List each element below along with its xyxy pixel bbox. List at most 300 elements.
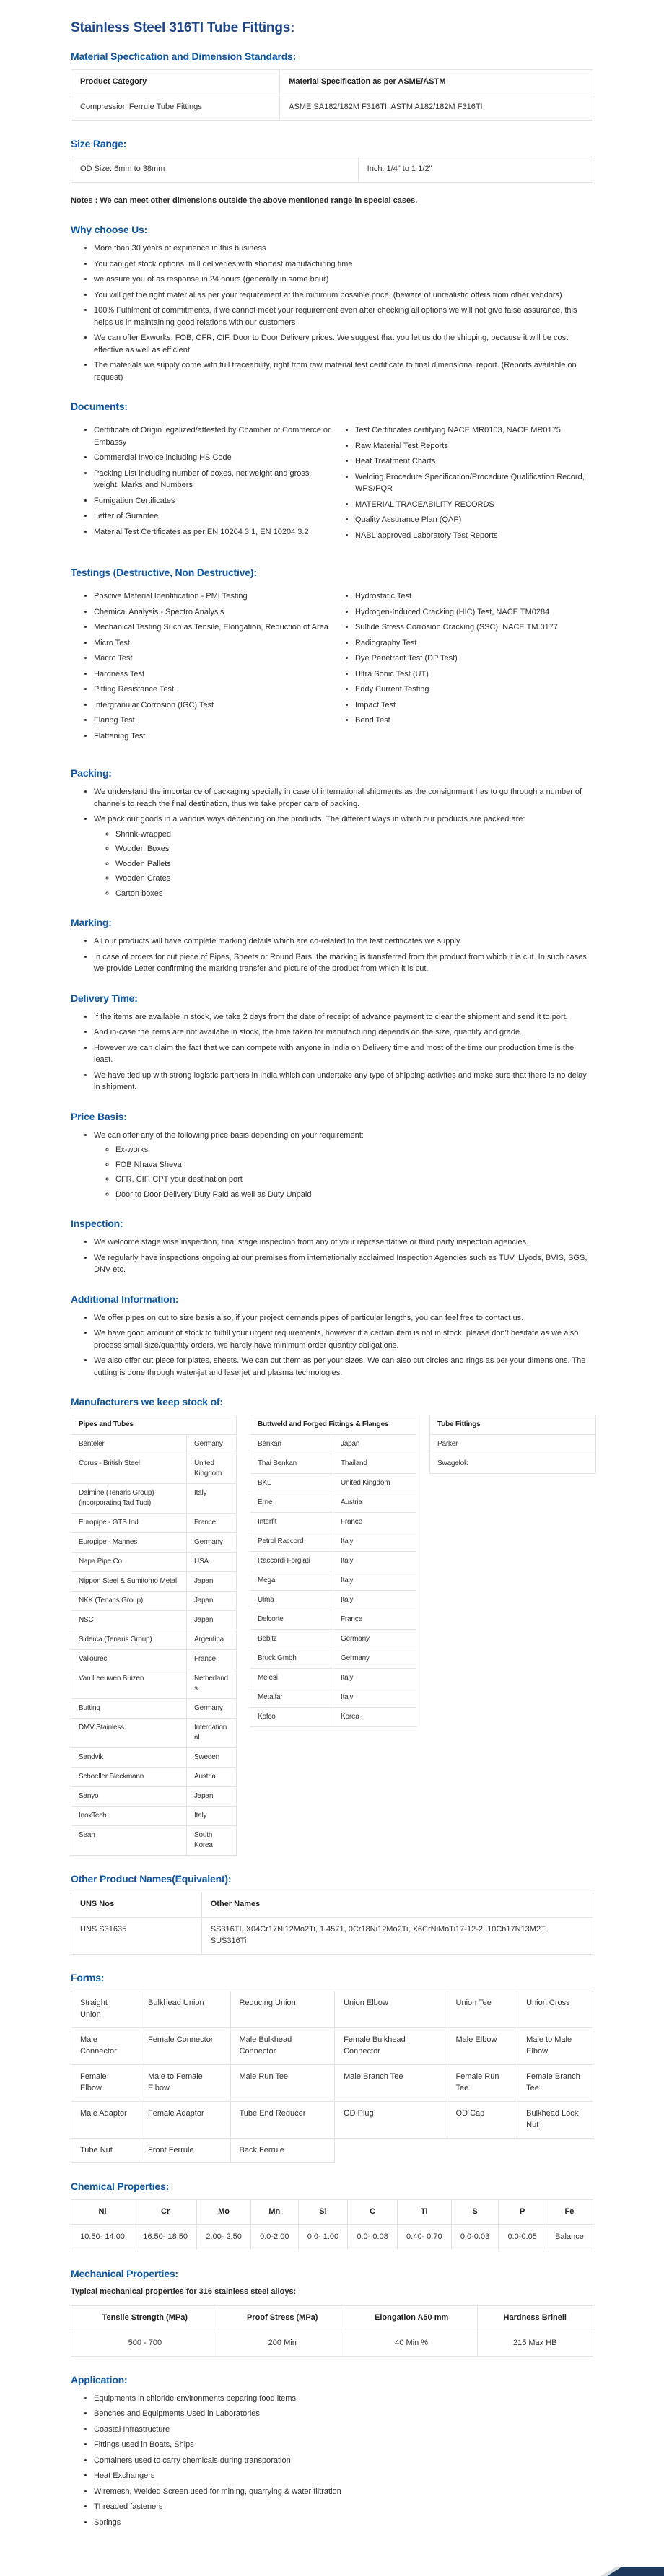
- list-item: • 100% Fulfilment of commitments, if we cannot meet your requirement even after checking all options we will not give false assurance, this helps us in maintaining good relations with our customers: [94, 305, 593, 328]
- table-cell: Proof Stress (MPa): [219, 2305, 346, 2331]
- table-cell: Product Category: [71, 70, 280, 95]
- table-row: [71, 1630, 237, 1650]
- table-cell: Cr: [134, 2200, 197, 2225]
- table-row: [71, 2064, 593, 2101]
- marking-list: [71, 935, 593, 975]
- section-heading-additional-info: Additional Information:: [71, 1293, 179, 1305]
- table-header-row: [71, 1415, 237, 1435]
- buttweld-forged-table: [250, 1415, 416, 1727]
- mechanical-note: Typical mechanical properties for 316 stainless steel alloys:: [71, 2287, 297, 2297]
- table-cell: Reducing Union: [230, 1991, 335, 2028]
- table-cell: Union Cross: [517, 1991, 593, 2028]
- table-cell: Benkan: [250, 1435, 333, 1454]
- inspection-list: [71, 1236, 593, 1276]
- table-row: [71, 2101, 593, 2138]
- table-title: Tube Fittings: [430, 1415, 596, 1435]
- table-cell: United Kingdom: [187, 1454, 237, 1484]
- table-cell: Raccordi Forgiati: [250, 1552, 333, 1571]
- testings-columns: [71, 585, 593, 750]
- sub-list-item: ◦ CFR, CIF, CPT your destination port: [115, 1174, 593, 1186]
- table-cell: Metalfar: [250, 1688, 333, 1708]
- mechanical-properties-table: [71, 2305, 593, 2357]
- table-cell: C: [348, 2200, 398, 2225]
- table-cell: Hardness Brinell: [477, 2305, 593, 2331]
- table-row: [71, 1611, 237, 1630]
- table-row: [250, 1571, 416, 1591]
- list-item: • We pack our goods in a various ways depending on the products. The different ways in which our products are packed are: ◦ Shrink-wrapped ◦ Wooden Boxes ◦ Wooden Pallets ◦ Wooden Crates ◦ Carton boxes: [94, 813, 593, 899]
- table-row: [71, 1454, 237, 1484]
- list-item: • Raw Material Test Reports: [355, 440, 593, 453]
- table-cell: Italy: [333, 1688, 416, 1708]
- table-cell: 2.00- 2.50: [197, 2225, 251, 2250]
- table-cell: 16.50- 18.50: [134, 2225, 197, 2250]
- table-cell: Japan: [187, 1787, 237, 1807]
- table-cell: Thailand: [333, 1454, 416, 1474]
- table-row: [71, 1719, 237, 1748]
- table-row: [71, 1592, 237, 1611]
- list-item: • We understand the importance of packaging specially in case of international shipments as the consignment has to go through a number of channels to reach the final destination, thus we take proper care of packing.: [94, 786, 593, 810]
- table-cell: Male Adaptor: [71, 2101, 139, 2138]
- table-cell: Italy: [333, 1571, 416, 1591]
- table-cell: Netherlands: [187, 1669, 237, 1699]
- table-cell: Corus - British Steel: [71, 1454, 187, 1484]
- section-heading-documents: Documents:: [71, 401, 128, 413]
- list-item: • Hydrogen-Induced Cracking (HIC) Test, NACE TM0284: [355, 606, 593, 619]
- list-item: • Equipments in chloride environments peparing food items: [94, 2393, 593, 2405]
- table-cell: Other Names: [201, 1892, 593, 1918]
- table-row: [250, 1708, 416, 1727]
- table-cell: USA: [187, 1553, 237, 1572]
- table-cell: France: [333, 1513, 416, 1532]
- section-heading-size-range: Size Range:: [71, 137, 127, 149]
- list-item: • Wiremesh, Welded Screen used for mining, quarrying & water filtration: [94, 2486, 593, 2498]
- table-cell: NKK (Tenaris Group): [71, 1592, 187, 1611]
- additional-info-list: [71, 1312, 593, 1379]
- table-cell: Sanyo: [71, 1787, 187, 1807]
- table-cell: France: [187, 1650, 237, 1669]
- section-heading-marking: Marking:: [71, 917, 112, 929]
- table-cell: Elongation A50 mm: [346, 2305, 477, 2331]
- section-heading-mechanical: Mechanical Properties:: [71, 2268, 178, 2280]
- list-item: • You will get the right material as per your requirement at the minimum possible price, (beware of unrealistic offers from other vendors): [94, 289, 593, 302]
- table-cell: Europipe - GTS Ind.: [71, 1514, 187, 1533]
- table-row: [71, 1669, 237, 1699]
- table-cell: Tube End Reducer: [230, 2101, 335, 2138]
- table-header-row: [71, 1892, 593, 1918]
- list-item: • NABL approved Laboratory Test Reports: [355, 530, 593, 542]
- table-row: [71, 1748, 237, 1768]
- list-item: • We regularly have inspections ongoing at our premises from internationally acclaimed Inspection Agencies such as TUV, Llyods, BVIS, SGS, DNV etc.: [94, 1252, 593, 1276]
- table-cell: Delcorte: [250, 1610, 333, 1630]
- list-item: • We can offer any of the following price basis depending on your requirement: ◦ Ex-works ◦ FOB Nhava Sheva ◦ CFR, CIF, CPT your destination port ◦ Door to Door Delivery Duty Paid as well as Duty Unpaid: [94, 1130, 593, 1201]
- table-row: [250, 1435, 416, 1454]
- table-cell: 215 Max HB: [477, 2331, 593, 2356]
- table-cell: 0.0- 0.08: [348, 2225, 398, 2250]
- list-item: • Threaded fasteners: [94, 2501, 593, 2513]
- sub-list-item: ◦ Door to Door Delivery Duty Paid as well as Duty Unpaid: [115, 1189, 593, 1201]
- table-cell: Female Branch Tee: [517, 2064, 593, 2101]
- list-item: • Positive Material Identification - PMI Testing: [94, 590, 332, 603]
- table-cell: Tensile Strength (MPa): [71, 2305, 219, 2331]
- other-names-table: [71, 1892, 593, 1955]
- table-title: Pipes and Tubes: [71, 1415, 237, 1435]
- table-cell: Melesi: [250, 1669, 333, 1688]
- table-cell: 10.50- 14.00: [71, 2225, 134, 2250]
- table-cell: 40 Min %: [346, 2331, 477, 2356]
- table-cell: Japan: [333, 1435, 416, 1454]
- list-item: • we assure you of as response in 24 hours (generally in same hour): [94, 274, 593, 286]
- testings-list-right: [332, 587, 593, 746]
- table-cell: Male to Male Elbow: [517, 2027, 593, 2064]
- table-cell: Back Ferrule: [230, 2138, 335, 2163]
- list-item: • We have tied up with strong logistic partners in India which can undertake any type of shipping activites and make sure that there is no delay in shipment.: [94, 1070, 593, 1093]
- table-row: [71, 2027, 593, 2064]
- list-item: • We offer pipes on cut to size basis also, if your project demands pipes of particular lengths, you can feel free to contact us.: [94, 1312, 593, 1324]
- table-row: [250, 1513, 416, 1532]
- table-row: [250, 1474, 416, 1493]
- table-cell: Germany: [187, 1435, 237, 1454]
- table-cell: Thai Benkan: [250, 1454, 333, 1474]
- list-item: • Macro Test: [94, 652, 332, 665]
- section-heading-delivery-time: Delivery Time:: [71, 992, 138, 1004]
- table-cell: Erne: [250, 1493, 333, 1513]
- list-item: • Flaring Test: [94, 715, 332, 727]
- table-cell: Italy: [333, 1669, 416, 1688]
- application-list: [71, 2393, 593, 2529]
- manufacturers-tables: [71, 1415, 593, 1856]
- table-cell: Union Tee: [447, 1991, 517, 2028]
- material-spec-table: [71, 69, 593, 121]
- size-range-table: [71, 157, 593, 183]
- table-cell: South Korea: [187, 1826, 237, 1856]
- table-cell: Germany: [333, 1649, 416, 1669]
- list-item: • Bend Test: [355, 715, 593, 727]
- table-cell: France: [187, 1514, 237, 1533]
- table-cell: Nippon Steel & Sumitomo Metal: [71, 1572, 187, 1592]
- list-item: • Quality Assurance Plan (QAP): [355, 514, 593, 526]
- table-cell: Seah: [71, 1826, 187, 1856]
- table-cell: S: [451, 2200, 499, 2225]
- table-cell: Italy: [333, 1591, 416, 1610]
- table-row: [71, 1650, 237, 1669]
- table-cell: BKL: [250, 1474, 333, 1493]
- table-row: [250, 1532, 416, 1552]
- table-cell: Bulkhead Union: [139, 1991, 230, 2028]
- table-cell: Italy: [187, 1484, 237, 1514]
- table-cell: Kofco: [250, 1708, 333, 1727]
- section-heading-material-spec: Material Specfication and Dimension Standards:: [71, 51, 297, 62]
- table-row: [250, 1552, 416, 1571]
- section-heading-why-choose-us: Why choose Us:: [71, 224, 148, 236]
- sub-list-item: ◦ FOB Nhava Sheva: [115, 1159, 593, 1171]
- packing-list: [71, 786, 593, 899]
- table-cell: Mega: [250, 1571, 333, 1591]
- table-cell: 0.0-0.05: [499, 2225, 546, 2250]
- table-cell: UNS Nos: [71, 1892, 202, 1918]
- table-title: Buttweld and Forged Fittings & Flanges: [250, 1415, 416, 1435]
- table-cell: Female Elbow: [71, 2064, 139, 2101]
- table-row: [71, 157, 593, 182]
- list-item: • Test Certificates certifying NACE MR0103, NACE MR0175: [355, 424, 593, 437]
- list-item: • Benches and Equipments Used in Laboratories: [94, 2408, 593, 2420]
- list-item: • We also offer cut piece for plates, sheets. We can cut them as per your sizes. We can also cut circles and rings as per your dimensions. The cutting is done through water-jet and laserjet and plasma technologies.: [94, 1355, 593, 1379]
- table-cell: Ni: [71, 2200, 134, 2225]
- list-item: • However we can claim the fact that we can compete with anyone in India on Delivery time and most of the time our production time is the least.: [94, 1042, 593, 1066]
- table-row: [71, 1826, 237, 1856]
- table-row: [250, 1454, 416, 1474]
- table-cell: Balance: [546, 2225, 593, 2250]
- table-cell: OD Plug: [335, 2101, 447, 2138]
- table-cell: Germany: [187, 1699, 237, 1719]
- table-cell: Swagelok: [430, 1454, 596, 1474]
- table-cell: Bebitz: [250, 1630, 333, 1649]
- sub-list-item: ◦ Ex-works: [115, 1144, 593, 1156]
- table-cell: DMV Stainless: [71, 1719, 187, 1748]
- table-cell: Mo: [197, 2200, 251, 2225]
- table-cell: Union Elbow: [335, 1991, 447, 2028]
- table-row: [71, 1514, 237, 1533]
- table-row: [430, 1454, 596, 1474]
- why-choose-us-list: [71, 243, 593, 383]
- table-row: [250, 1630, 416, 1649]
- table-cell: 0.40- 0.70: [397, 2225, 451, 2250]
- table-cell: Parker: [430, 1435, 596, 1454]
- table-cell: Ti: [397, 2200, 451, 2225]
- list-item: • Ultra Sonic Test (UT): [355, 668, 593, 681]
- table-cell: Italy: [333, 1532, 416, 1552]
- list-item: • Welding Procedure Specification/Procedure Qualification Record, WPS/PQR: [355, 471, 593, 495]
- table-cell: Female Run Tee: [447, 2064, 517, 2101]
- sub-list-item: ◦ Wooden Crates: [115, 873, 593, 885]
- table-cell: Si: [298, 2200, 348, 2225]
- documents-list-left: [71, 421, 332, 545]
- list-item: • And in-case the items are not availabe in stock, the time taken for manufacturing depends on the size, quantity and grade.: [94, 1026, 593, 1039]
- delivery-time-list: [71, 1011, 593, 1093]
- list-item: • Impact Test: [355, 699, 593, 712]
- table-header-row: [71, 2200, 593, 2225]
- size-range-note: Notes : We can meet other dimensions outside the above mentioned range in special cases.: [71, 196, 418, 205]
- list-item: • Containers used to carry chemicals during transporation: [94, 2455, 593, 2467]
- table-cell: International: [187, 1719, 237, 1748]
- table-row: [71, 1699, 237, 1719]
- list-item: • Material Test Certificates as per EN 10204 3.1, EN 10204 3.2: [94, 526, 332, 538]
- table-cell: Sweden: [187, 1748, 237, 1768]
- table-row: [250, 1591, 416, 1610]
- table-cell: Bruck Gmbh: [250, 1649, 333, 1669]
- list-item: • You can get stock options, mill deliveries with shortest manufacturing time: [94, 258, 593, 271]
- table-row: [250, 1493, 416, 1513]
- list-item: • Radiography Test: [355, 637, 593, 650]
- sub-list-item: ◦ Carton boxes: [115, 888, 593, 900]
- table-header-row: [71, 70, 593, 95]
- table-cell: Male Run Tee: [230, 2064, 335, 2101]
- table-row: [250, 1610, 416, 1630]
- table-cell: Benteler: [71, 1435, 187, 1454]
- list-item: • Heat Exchangers: [94, 2470, 593, 2482]
- sub-list: [94, 829, 593, 900]
- table-row: [71, 1991, 593, 2028]
- table-cell: OD Size: 6mm to 38mm: [71, 157, 359, 182]
- table-cell: Bulkhead Lock Nut: [517, 2101, 593, 2138]
- list-item: • Fumigation Certificates: [94, 495, 332, 507]
- list-item: • In case of orders for cut piece of Pipes, Sheets or Round Bars, the marking is transferred from the product from which it is cut. In such cases we provide Letter confirming the marking transfer and picture of the product from which it is cut.: [94, 951, 593, 975]
- table-cell: United Kingdom: [333, 1474, 416, 1493]
- table-cell: 200 Min: [219, 2331, 346, 2356]
- list-item: • Fittings used in Boats, Ships: [94, 2439, 593, 2451]
- table-row: [250, 1688, 416, 1708]
- testings-list-left: [71, 587, 332, 746]
- table-cell: Female Adaptor: [139, 2101, 230, 2138]
- documents-list-right: [332, 421, 593, 545]
- list-item: • Flattening Test: [94, 730, 332, 743]
- table-cell: Vallourec: [71, 1650, 187, 1669]
- table-cell: 500 - 700: [71, 2331, 219, 2356]
- table-row: [71, 1553, 237, 1572]
- section-heading-packing: Packing:: [71, 767, 112, 780]
- table-cell: 0.0-2.00: [251, 2225, 299, 2250]
- list-item: • If the items are available in stock, we take 2 days from the date of receipt of advance payment to clear the shipment and send it to port.: [94, 1011, 593, 1023]
- table-cell: OD Cap: [447, 2101, 517, 2138]
- table-cell: ASME SA182/182M F316TI, ASTM A182/182M F316TI: [280, 95, 593, 120]
- table-cell: Female Bulkhead Connector: [335, 2027, 447, 2064]
- list-item: • Coastal Infrastructure: [94, 2424, 593, 2436]
- list-item: • More than 30 years of expirience in this business: [94, 243, 593, 255]
- section-heading-other-names: Other Product Names(Equivalent):: [71, 1873, 232, 1885]
- list-item: • Pitting Resistance Test: [94, 684, 332, 696]
- table-row: [71, 1918, 593, 1955]
- list-item: • Letter of Gurantee: [94, 510, 332, 523]
- section-heading-application: Application:: [71, 2373, 128, 2385]
- table-cell: SS316TI, X04Cr17Ni12Mo2Ti, 1.4571, 0Cr18Ni12Mo2Ti, X6CrNiMoTi17-12-2, 10Ch17N13M2T, SUS316Ti: [201, 1918, 593, 1955]
- table-cell: Korea: [333, 1708, 416, 1727]
- table-cell: Italy: [333, 1552, 416, 1571]
- table-cell: Male to Female Elbow: [139, 2064, 230, 2101]
- table-row: [71, 1787, 237, 1807]
- table-row: [430, 1435, 596, 1454]
- table-cell: Dalmine (Tenaris Group) (incorporating Tad Tubi): [71, 1484, 187, 1514]
- table-cell: Petrol Raccord: [250, 1532, 333, 1552]
- table-cell: Japan: [187, 1592, 237, 1611]
- table-cell: Austria: [187, 1768, 237, 1787]
- table-cell: France: [333, 1610, 416, 1630]
- list-item: • We can offer Exworks, FOB, CFR, CIF, Door to Door Delivery prices. We suggest that you let us do the shipping, because it will be cost effective as well as efficient: [94, 332, 593, 356]
- list-item: • Hardness Test: [94, 668, 332, 681]
- table-row: [71, 2331, 593, 2356]
- list-item: • All our products will have complete marking details which are co-related to the test certificates we supply.: [94, 935, 593, 948]
- sub-list-item: ◦ Wooden Pallets: [115, 858, 593, 870]
- table-cell: Fe: [546, 2200, 593, 2225]
- table-cell: Interfit: [250, 1513, 333, 1532]
- table-cell: Germany: [187, 1533, 237, 1553]
- table-cell: Butting: [71, 1699, 187, 1719]
- table-row: [71, 2225, 593, 2250]
- list-item: • Eddy Current Testing: [355, 684, 593, 696]
- table-cell: Compression Ferrule Tube Fittings: [71, 95, 280, 120]
- table-cell: UNS S31635: [71, 1918, 202, 1955]
- table-cell: Male Bulkhead Connector: [230, 2027, 335, 2064]
- table-row: [71, 95, 593, 120]
- table-cell: Europipe - Mannes: [71, 1533, 187, 1553]
- list-item: • We welcome stage wise inspection, final stage inspection from any of your representative or third party inspection agencies.: [94, 1236, 593, 1249]
- table-row: [71, 1768, 237, 1787]
- table-row: [250, 1669, 416, 1688]
- list-item: • Commercial Invoice including HS Code: [94, 452, 332, 464]
- chemical-properties-table: [71, 2199, 593, 2250]
- table-row: [71, 1435, 237, 1454]
- documents-columns: [71, 419, 593, 549]
- table-cell: Sandvik: [71, 1748, 187, 1768]
- table-cell: Material Specification as per ASME/ASTM: [280, 70, 593, 95]
- table-row: [250, 1649, 416, 1669]
- list-item: • The materials we supply come with full traceability, right from raw material test certificate to final dimensional report. (Reports available on request): [94, 359, 593, 383]
- table-cell: Japan: [187, 1611, 237, 1630]
- table-cell: Straight Union: [71, 1991, 139, 2028]
- list-item: • Packing List including number of boxes, net weight and gross weight, Marks and Numbers: [94, 468, 332, 492]
- table-header-row: [430, 1415, 596, 1435]
- list-item: • Dye Penetrant Test (DP Test): [355, 652, 593, 665]
- table-cell: InoxTech: [71, 1807, 187, 1826]
- tube-fittings-table: [429, 1415, 596, 1474]
- table-cell: Austria: [333, 1493, 416, 1513]
- table-cell: Tube Nut: [71, 2138, 139, 2163]
- sub-list-item: ◦ Wooden Boxes: [115, 843, 593, 855]
- sub-list: [94, 1144, 593, 1200]
- table-cell: Ulma: [250, 1591, 333, 1610]
- sub-list-item: ◦ Shrink-wrapped: [115, 829, 593, 841]
- table-cell: Napa Pipe Co: [71, 1553, 187, 1572]
- table-cell: Mn: [251, 2200, 299, 2225]
- table-header-row: [250, 1415, 416, 1435]
- list-item: • Chemical Analysis - Spectro Analysis: [94, 606, 332, 619]
- section-heading-inspection: Inspection:: [71, 1218, 123, 1230]
- list-item: • Micro Test: [94, 637, 332, 650]
- table-cell: 0.0- 1.00: [298, 2225, 348, 2250]
- list-item: • Heat Treatment Charts: [355, 455, 593, 468]
- section-heading-manufacturers: Manufacturers we keep stock of:: [71, 1396, 223, 1408]
- table-row: [71, 2138, 593, 2163]
- table-cell: Male Elbow: [447, 2027, 517, 2064]
- table-cell: Germany: [333, 1630, 416, 1649]
- table-cell: 0.0-0.03: [451, 2225, 499, 2250]
- section-heading-chemical: Chemical Properties:: [71, 2180, 170, 2193]
- table-cell: Inch: 1/4" to 1 1/2": [358, 157, 593, 182]
- table-cell: Argentina: [187, 1630, 237, 1650]
- list-item: • Sulfide Stress Corrosion Cracking (SSC), NACE TM 0177: [355, 621, 593, 634]
- table-header-row: [71, 2305, 593, 2331]
- price-basis-list: [71, 1130, 593, 1201]
- pipes-tubes-table: [71, 1415, 237, 1856]
- table-cell: Front Ferrule: [139, 2138, 230, 2163]
- table-cell: Male Connector: [71, 2027, 139, 2064]
- section-heading-forms: Forms:: [71, 1972, 105, 1984]
- list-item: • Intergranular Corrosion (IGC) Test: [94, 699, 332, 712]
- table-cell: Van Leeuwen Buizen: [71, 1669, 187, 1699]
- list-item: • Hydrostatic Test: [355, 590, 593, 603]
- table-row: [71, 1533, 237, 1553]
- table-cell: Schoeller Bleckmann: [71, 1768, 187, 1787]
- table-cell: P: [499, 2200, 546, 2225]
- table-cell: Italy: [187, 1807, 237, 1826]
- list-item: • Mechanical Testing Such as Tensile, Elongation, Reduction of Area: [94, 621, 332, 634]
- section-heading-testings: Testings (Destructive, Non Destructive):: [71, 567, 257, 579]
- table-cell: Male Branch Tee: [335, 2064, 447, 2101]
- page-title: Stainless Steel 316TI Tube Fittings:: [71, 20, 295, 35]
- list-item: • MATERIAL TRACEABILITY RECORDS: [355, 499, 593, 511]
- list-item: • Springs: [94, 2517, 593, 2529]
- list-item: • Certificate of Origin legalized/attested by Chamber of Commerce or Embassy: [94, 424, 332, 448]
- section-heading-price-basis: Price Basis:: [71, 1110, 127, 1122]
- table-row: [71, 1572, 237, 1592]
